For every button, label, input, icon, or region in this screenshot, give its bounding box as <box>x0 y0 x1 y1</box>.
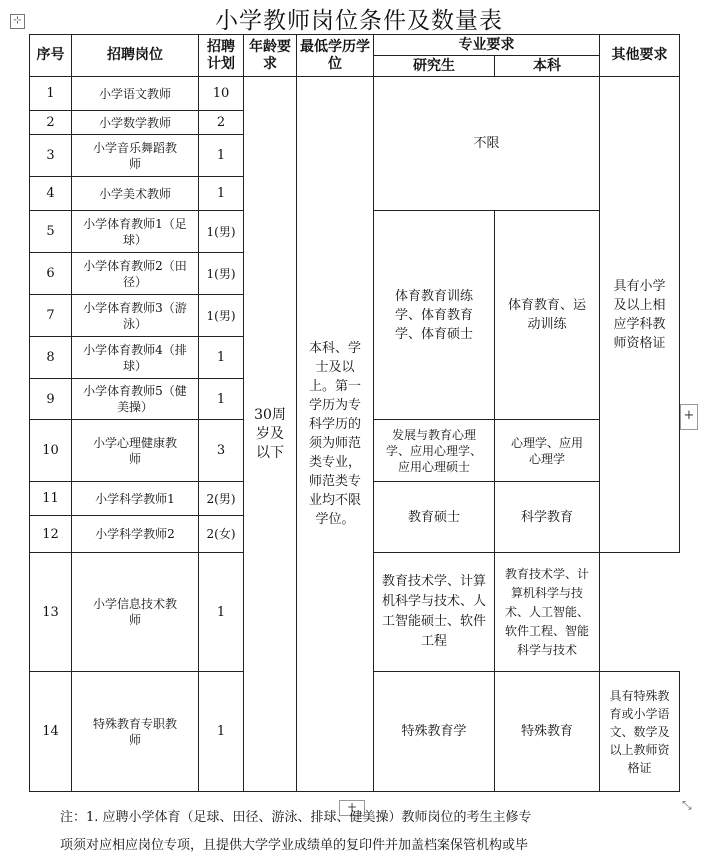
row-position: 小学科学教师1 <box>72 482 199 516</box>
pe-graduate-major-text: 体育教育训练学、体育教育学、体育硕士 <box>394 288 473 342</box>
row-position <box>72 253 199 295</box>
table-resize-icon[interactable]: ⤡ <box>682 798 692 812</box>
row-plan: 1(男) <box>199 211 244 253</box>
row-plan: 3 <box>199 420 244 482</box>
major-unlimited: 不限 <box>374 77 600 211</box>
other-teacher-cert-text: 具有小学及以上相应学科教师资格证 <box>613 278 666 351</box>
row-plan: 1 <box>199 337 244 379</box>
row-position-text: 小学体育教师5（健美操） <box>83 384 187 414</box>
add-row-button[interactable]: + <box>339 800 365 816</box>
it-undergraduate-major-text: 教育技术学、计算机科学与技术、人工智能、软件工程、智能科学与技术 <box>504 566 589 657</box>
footnote-line-1: 注：1. 应聘小学体育（足球、田径、游泳、排球、健美操）教师岗位的考生主修专 <box>60 810 532 825</box>
row-position-text: 小学音乐舞蹈教师 <box>92 140 177 171</box>
row-seq: 12 <box>30 516 72 553</box>
row-seq: 11 <box>30 482 72 516</box>
age-requirement-text: 30周岁及以下 <box>254 406 286 461</box>
row-seq: 13 <box>30 553 72 672</box>
age-requirement <box>244 77 297 792</box>
footnote <box>60 804 660 860</box>
special-graduate-major: 特殊教育学 <box>374 672 495 792</box>
table-move-handle-icon[interactable]: ⊹ <box>10 14 25 29</box>
row-seq: 9 <box>30 379 72 420</box>
special-undergraduate-major: 特殊教育 <box>495 672 600 792</box>
row-plan: 1 <box>199 553 244 672</box>
row-plan: 1 <box>199 135 244 177</box>
header-undergraduate: 本科 <box>495 56 600 77</box>
row-seq: 1 <box>30 77 72 111</box>
header-education: 最低学历学位 <box>297 35 374 77</box>
science-undergraduate-major: 科学教育 <box>495 482 600 553</box>
row-seq: 5 <box>30 211 72 253</box>
row-seq: 2 <box>30 111 72 135</box>
row-seq: 4 <box>30 177 72 211</box>
row-plan: 10 <box>199 77 244 111</box>
row-seq: 8 <box>30 337 72 379</box>
psy-undergraduate-major <box>495 420 600 482</box>
psy-graduate-major <box>374 420 495 482</box>
pe-graduate-major <box>374 211 495 420</box>
psy-graduate-major-text: 发展与教育心理学、应用心理学、应用心理硕士 <box>385 427 482 474</box>
row-plan: 2(男) <box>199 482 244 516</box>
row-plan: 1(男) <box>199 295 244 337</box>
row-position <box>72 379 199 420</box>
row-position: 小学语文教师 <box>72 77 199 111</box>
header-plan: 招聘计划 <box>199 35 244 77</box>
pe-undergraduate-major <box>495 211 600 420</box>
education-requirement-text: 本科、学士及以上。第一学历为专科学历的须为师范类专业，师范类专业均不限学位。 <box>308 341 361 527</box>
row-position <box>72 211 199 253</box>
row-plan: 2 <box>199 111 244 135</box>
row-position-text: 小学心理健康教师 <box>92 435 177 466</box>
row-position <box>72 553 199 672</box>
row-position <box>72 135 199 177</box>
row-plan: 1 <box>199 177 244 211</box>
row-plan: 1 <box>199 379 244 420</box>
positions-table <box>29 34 680 792</box>
row-position: 小学科学教师2 <box>72 516 199 553</box>
row-seq: 3 <box>30 135 72 177</box>
header-position: 招聘岗位 <box>72 35 199 77</box>
it-graduate-major-text: 教育技术学、计算机科学与技术、人工智能硕士、软件工程 <box>382 574 487 649</box>
row-position-text: 小学信息技术教师 <box>92 597 177 627</box>
row-position: 小学美术教师 <box>72 177 199 211</box>
page-title: 小学教师岗位条件及数量表 <box>215 8 503 34</box>
row-position <box>72 337 199 379</box>
row-position-text: 小学体育教师1（足球） <box>83 216 187 247</box>
row-position <box>72 420 199 482</box>
row-position: 小学数学教师 <box>72 111 199 135</box>
row-plan: 1 <box>199 672 244 792</box>
other-teacher-cert <box>600 77 680 553</box>
it-undergraduate-major <box>495 553 600 672</box>
header-graduate: 研究生 <box>374 56 495 77</box>
header-seq: 序号 <box>30 35 72 77</box>
science-graduate-major: 教育硕士 <box>374 482 495 553</box>
it-graduate-major <box>374 553 495 672</box>
row-position-text: 特殊教育专职教师 <box>92 716 177 747</box>
footnote-line-2: 项须对应相应岗位专项，且提供大学学业成绩单的复印件并加盖档案保管机构或毕 <box>60 838 529 853</box>
row-position-text: 小学体育教师2（田径） <box>83 258 187 289</box>
other-special-cert <box>600 672 680 792</box>
row-seq: 7 <box>30 295 72 337</box>
header-age: 年龄要求 <box>244 35 297 77</box>
pe-undergraduate-major-text: 体育教育、运动训练 <box>507 298 586 332</box>
other-special-cert-text: 具有特殊教育或小学语文、数学及以上教师资格证 <box>609 688 670 775</box>
add-column-button[interactable]: + <box>680 404 698 430</box>
row-seq: 14 <box>30 672 72 792</box>
psy-undergraduate-major-text: 心理学、应用心理学 <box>510 435 583 466</box>
header-major: 专业要求 <box>374 35 600 56</box>
row-seq: 6 <box>30 253 72 295</box>
row-plan: 2(女) <box>199 516 244 553</box>
row-position-text: 小学体育教师4（排球） <box>83 342 187 373</box>
education-requirement <box>297 77 374 792</box>
header-other: 其他要求 <box>600 35 680 77</box>
row-plan: 1(男) <box>199 253 244 295</box>
row-position-text: 小学体育教师3（游泳） <box>83 300 187 331</box>
row-seq: 10 <box>30 420 72 482</box>
row-position <box>72 295 199 337</box>
row-position <box>72 672 199 792</box>
